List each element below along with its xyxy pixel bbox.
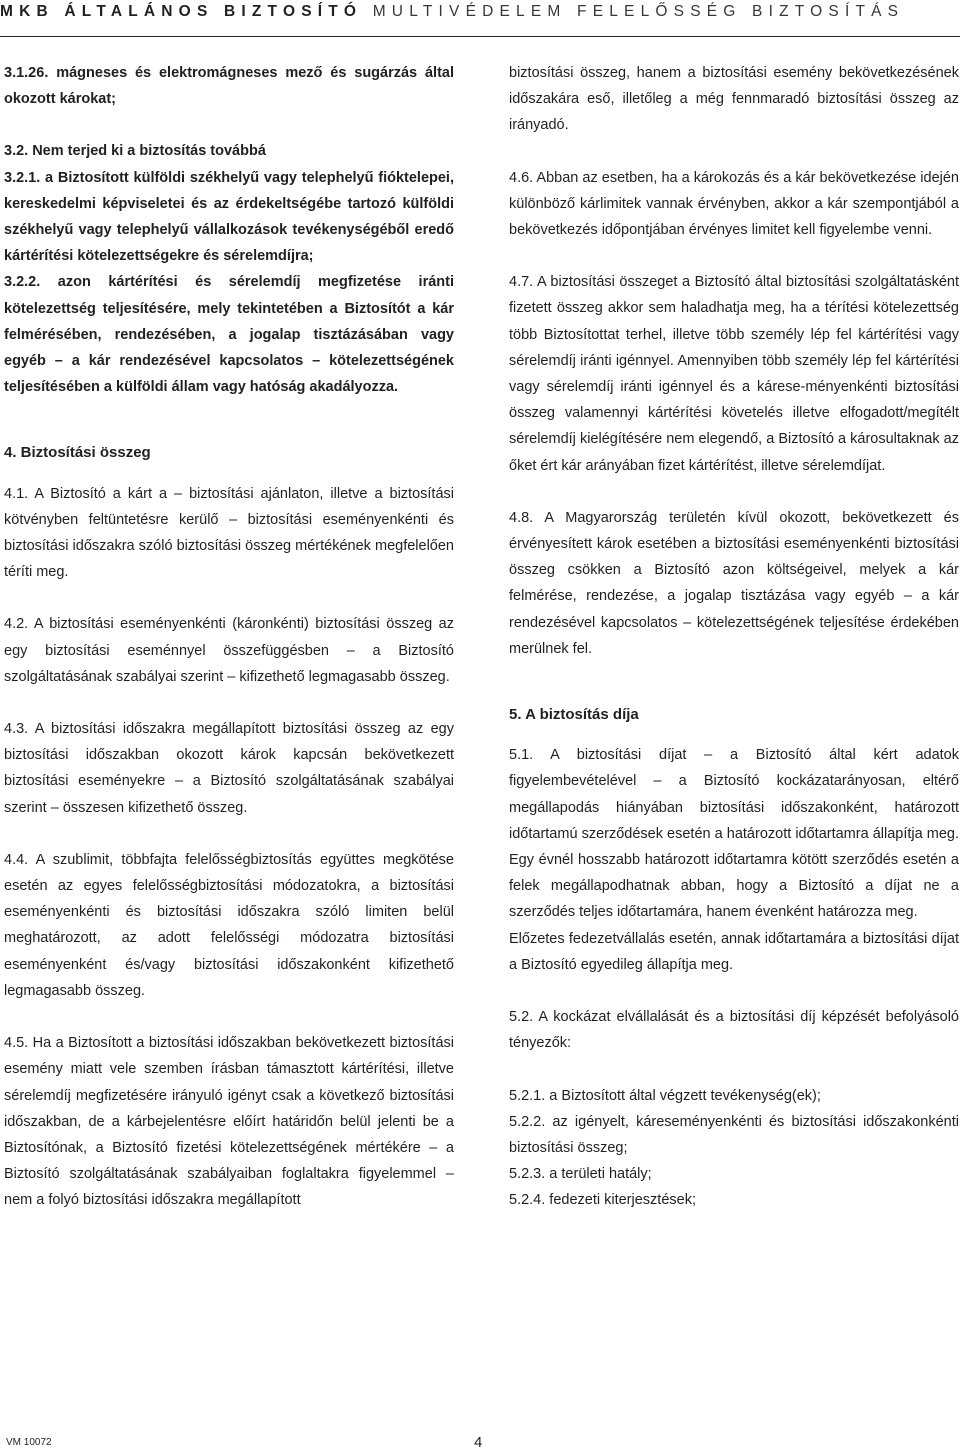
clause-5-2: 5.2. A kockázat elvállalását és a biztosítási díj képzését befolyásoló tényezők:: [509, 1009, 959, 1052]
clause-4-5: 4.5. Ha a Biztosított a biztosítási időszakban bekövetkezett biztosítási esemény miatt vele szemben írásban támasztott kártérítési, illetve sérelemdíj megfizetésére irányuló igényt csak a következő biztosítási időszakban, de a kárbejelentésre előírt határidőn belül jelenti be a Biztosítónak, a Biztosító fizetési kötelezettségének mértékére – a Biztosító szolgáltatásának szabályaiban foglaltakra figyelemmel – nem a folyó biztosítási időszakra megállapított: [4, 1035, 454, 1209]
clause-4-5-continued: biztosítási összeg, hanem a biztosítási esemény bekövetkezésének időszakára eső, illetőleg a még fennmaradó biztosítási összeg az irányadó.: [509, 65, 959, 134]
clause-5-2-4: 5.2.4. fedezeti kiterjesztések;: [509, 1192, 696, 1209]
right-column: [509, 60, 959, 1214]
clause-5-2-3: 5.2.3. a területi hatály;: [509, 1166, 652, 1183]
section-5-heading: 5. A biztosítás díja: [509, 706, 639, 724]
clause-4-4: 4.4. A szublimit, többfajta felelősségbiztosítás együttes megkötése esetén az egyes felelősségbiztosítási módozatokra, a biztosítási eseményenkénti és biztosítási időszakra szóló limiten belül meghatározott, az adott felelősségi módozatra biztosítási eseményenként és/vagy biztosítási időszakonként kifizethető legmagasabb összeg.: [4, 851, 454, 999]
clause-4-1: 4.1. A Biztosító a kárt a – biztosítási ajánlaton, illetve a biztosítási kötvényben feltüntetésre kerülő – biztosítási eseményenkénti és biztosítási időszakra szóló biztosítási összeg mértékének megfelelően téríti meg.: [4, 485, 454, 581]
page-number: 4: [474, 1434, 483, 1451]
clause-5-1-preliminary-cover: Előzetes fedezetvállalás esetén, annak időtartamára a biztosítási díjat a Biztosító egyedileg állapítja meg.: [509, 930, 959, 973]
clause-5-2-2: 5.2.2. az igényelt, káreseményenkénti és biztosítási időszakonkénti biztosítási összeg;: [509, 1113, 959, 1156]
header-divider: [0, 36, 960, 37]
clause-5-2-1: 5.2.1. a Biztosított által végzett tevékenység(ek);: [509, 1087, 821, 1104]
clause-3-1-26: 3.1.26. mágneses és elektromágneses mező és sugárzás által okozott károkat;: [4, 65, 454, 108]
clause-3-2-2: 3.2.2. azon kártérítési és sérelemdíj megfizetése iránti kötelezettség teljesítésére, mely tekintetében a Biztosítót a kár felmérésében, rendezésében, a jogalap tisztázásában vagy egyéb – a kár rendezésével kapcsolatos – kötelezettségének teljesítésében a külföldi állam vagy hatóság akadályozza.: [4, 274, 454, 396]
clause-3-2: 3.2. Nem terjed ki a biztosítás továbbá: [4, 143, 266, 160]
header-company: MKB ÁLTALÁNOS BIZTOSÍTÓ: [0, 3, 363, 20]
clause-4-3: 4.3. A biztosítási időszakra megállapított biztosítási összeg az egy biztosítási időszakban okozott károk kapcsán bekövetkezett biztosítási eseményekre – a Biztosító szolgáltatásának szabályai szerint – összesen kifizethető összeg.: [4, 721, 454, 816]
clause-3-2-1: 3.2.1. a Biztosított külföldi székhelyű vagy telephelyű fióktelepei, kereskedelmi képviseletei és az érdekeltségébe tartozó külföldi székhelyű vagy telephelyű vállalkozások tevékenységéből eredő kártérítési kötelezettségekre és sérelemdíjra;: [4, 169, 454, 265]
clause-4-7: 4.7. A biztosítási összeget a Biztosító által biztosítási szolgáltatásként fizetett összeg akkor sem haladhatja meg, ha a térítési kötelezettség több Biztosítottat terhel, illetve több személy lép fel kártérítési vagy sérelemdíj iránti igénnyel. Amennyiben több személy lép fel kártérítési vagy sérelemdíj iránti igénnyel és a kárese-ményenkénti biztosítási összeg valamennyi kártérítési követelés illetve elfogadott/megítélt sérelemdíj kielégítésére nem elegendő, a Biztosító a károsultaknak az őket ért kár arányában fizet kártérítést, illetve sérelemdíjat.: [509, 274, 959, 474]
header-product: MULTIVÉDELEM FELELŐSSÉG BIZTOSÍTÁS: [372, 3, 905, 20]
section-4-heading: 4. Biztosítási összeg: [4, 444, 151, 462]
clause-4-2: 4.2. A biztosítási eseményenkénti (káronkénti) biztosítási összeg az egy biztosítási eseménnyel összefüggésben – a Biztosító szolgáltatásának szabályai szerint – kifizethető legmagasabb összeg.: [4, 616, 454, 685]
clause-4-6: 4.6. Abban az esetben, ha a károkozás és a kár bekövetkezése idején különböző kárlimitek vannak érvényben, akkor a kár szempontjából a bekövetkezés időpontjában érvényes limitet kell figyelembe venni.: [509, 169, 959, 239]
left-column: [4, 60, 454, 1214]
clause-5-1: 5.1. A biztosítási díjat – a Biztosító által kért adatok figyelembevételével – a Biztosító kockázatarányosan, eltérő megállapodás hiányában biztosítási időszakonként, határozott időtartamú szerződések esetén a határozott időtartamra állapítja meg. Egy évnél hosszabb határozott időtartamra kötött szerződés esetén a felek megállapodhatnak abban, hogy a Biztosító a díjat ne a szerződés teljes időtartamára, hanem évenként határozza meg.: [509, 747, 959, 921]
running-header: [0, 0, 960, 34]
clause-4-8: 4.8. A Magyarország területén kívül okozott, bekövetkezett és érvényesített károk esetében a biztosítási eseményenkénti biztosítási összeg csökken a Biztosító azon költségeivel, melyek a kár felmérése, rendezése, a jogalap tisztázása vagy egyéb – a kár rendezésével kapcsolatos – kötelezettségének teljesítése érdekében merülnek fel.: [509, 509, 959, 657]
document-code: VM 10072: [6, 1437, 52, 1448]
